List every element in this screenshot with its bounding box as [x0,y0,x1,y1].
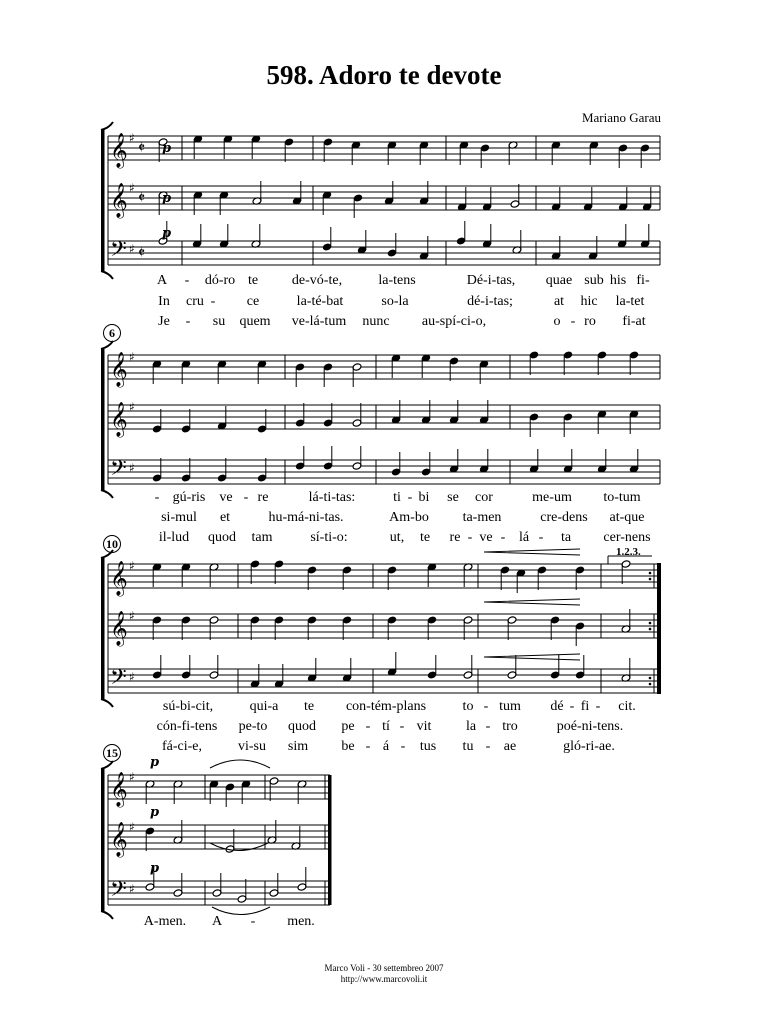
lyric-syllable: at-que [609,510,645,525]
lyric-syllable: A [156,273,168,288]
key-signature-sharp-icon: ♯ [129,181,135,195]
lyric-syllable: cit. [618,699,636,714]
system-bracket [101,769,105,911]
lyric-syllable: fi-at [622,314,646,329]
lyric-syllable: fi- [636,273,650,288]
lyric-syllable: cón-fi-tens [156,719,218,734]
lyric-syllable: il-lud [158,530,190,545]
lyric-syllable: ti [393,490,401,505]
lyric-syllable: sí-ti-o: [310,530,348,545]
lyric-syllable: re [257,490,269,505]
lyric-syllable: ve [219,490,233,505]
key-signature-sharp-icon: ♯ [129,350,135,364]
volta-label: 1.2.3. [616,546,641,558]
lyric-syllable: men. [287,914,315,929]
lyric-syllable: á [382,739,390,754]
lyric-syllable: to [462,699,474,714]
lyrics-line [0,490,768,506]
lyric-syllable: ae [503,739,517,754]
lyric-syllable: be [341,739,355,754]
lyric-syllable: dó-ro [204,273,236,288]
lyric-syllable: gló-ri-ae. [563,739,615,754]
measure-number: 6 [103,324,121,342]
lyric-syllable: sú-bi-cit, [162,699,214,714]
dynamic-marking: p [150,805,160,820]
treble-clef-icon: 𝄞 [110,772,128,807]
lyric-syllable: pe-to [238,719,268,734]
lyric-syllable: tam [251,530,273,545]
treble-clef-icon: 𝄞 [110,561,128,596]
dynamic-marking: p [150,861,160,876]
lyric-syllable: et [219,510,231,525]
lyric-syllable: de-vó-te, [291,273,343,288]
lyric-syllable: - [365,739,371,754]
lyric-syllable: - [569,699,575,714]
lyric-syllable: ve-lá-tum [291,314,347,329]
key-signature-sharp-icon: ♯ [129,131,135,145]
lyric-syllable: - [399,719,405,734]
lyric-syllable: A [211,914,223,929]
lyric-syllable: hu-má-ni-tas. [268,510,344,525]
lyric-syllable: quem [239,314,271,329]
lyric-syllable: su [212,314,226,329]
lyric-syllable: cru [186,294,204,309]
key-signature-sharp-icon: ♯ [129,670,135,684]
lyric-syllable: tu [462,739,474,754]
repeat-dot [649,677,652,680]
measure-number: 10 [103,535,121,553]
lyric-syllable: re [449,530,461,545]
lyric-syllable: quod [208,530,236,545]
lyric-syllable: tí [382,719,390,734]
treble-clef-icon: 𝄞 [110,183,128,218]
lyric-syllable: - [500,530,506,545]
repeat-dot [649,572,652,575]
bass-clef-icon: 𝄢 [110,456,127,486]
treble-clef-icon: 𝄞 [110,822,128,857]
lyric-syllable: bi [418,490,430,505]
lyric-syllable: fi [580,699,590,714]
lyric-syllable: fá-ci-e, [161,739,203,754]
key-signature-sharp-icon: ♯ [129,882,135,896]
lyric-syllable: lá [518,530,530,545]
cut-time-icon: 𝄵 [138,243,146,262]
lyric-syllable: Je [158,314,170,329]
lyric-syllable: ve [479,530,493,545]
system-bracket [101,349,105,490]
footer-url: http://www.marcovoli.it [340,974,428,984]
system-bracket [101,558,105,699]
lyric-syllable: me-um [532,490,572,505]
lyrics-line [0,314,768,330]
crescendo-hairpin [484,654,580,660]
lyric-syllable: - [243,490,249,505]
bracket-hook [101,761,113,769]
treble-clef-icon: 𝄞 [110,402,128,437]
lyric-syllable: at [553,294,565,309]
lyric-syllable: his [609,273,627,288]
lyric-syllable: la-té-bat [296,294,344,309]
lyrics-line [0,914,768,930]
system-bracket [101,130,105,271]
bracket-hook [101,341,113,349]
dynamic-marking: p [150,755,160,770]
lyric-syllable: te [419,530,431,545]
dynamic-marking: p [162,141,172,156]
repeat-dot [649,578,652,581]
lyric-syllable: au-spí-ci-o, [421,314,487,329]
lyric-syllable: - [483,699,489,714]
lyric-syllable: to-tum [603,490,641,505]
lyric-syllable: tus [419,739,437,754]
key-signature-sharp-icon: ♯ [129,820,135,834]
lyric-syllable: - [365,719,371,734]
page-title: 598. Adoro te devote [266,60,502,90]
lyric-syllable: Dé-i-tas, [466,273,516,288]
lyric-syllable: - [407,490,413,505]
lyric-syllable: te [303,699,315,714]
lyric-syllable: - [570,314,576,329]
lyrics-line [0,273,768,289]
lyric-syllable: - [400,739,406,754]
lyric-syllable: sim [287,739,309,754]
lyric-syllable: In [158,294,170,309]
slur [210,760,270,768]
lyric-syllable: Am-bo [389,510,429,525]
final-bar [328,775,332,905]
dynamic-marking: p [162,226,172,241]
treble-clef-icon: 𝄞 [110,611,128,646]
key-signature-sharp-icon: ♯ [129,559,135,573]
lyric-syllable: cre-dens [540,510,588,525]
key-signature-sharp-icon: ♯ [129,609,135,623]
lyric-syllable: o [553,314,561,329]
cut-time-icon: 𝄵 [138,138,146,157]
lyric-syllable: quae [545,273,573,288]
lyric-syllable: nunc [362,314,390,329]
key-signature-sharp-icon: ♯ [129,461,135,475]
key-signature-sharp-icon: ♯ [129,400,135,414]
lyrics-line [0,294,768,310]
lyric-syllable: gú-ris [172,490,206,505]
bass-clef-icon: 𝄢 [110,665,127,695]
key-signature-sharp-icon: ♯ [129,242,135,256]
lyric-syllable: ce [246,294,260,309]
lyric-syllable: con-tém-plans [345,699,427,714]
lyric-syllable: la-tet [615,294,645,309]
lyric-syllable: ta-men [462,510,502,525]
final-bar [657,563,661,694]
lyrics-line [0,510,768,526]
lyric-syllable: sub [584,273,604,288]
repeat-dot [649,683,652,686]
lyric-syllable: dé-i-tas; [467,294,513,309]
lyric-syllable: lá-ti-tas: [308,490,356,505]
lyric-syllable: - [185,314,191,329]
lyric-syllable: dé [550,699,564,714]
crescendo-hairpin [484,599,580,605]
lyric-syllable: - [184,273,190,288]
bass-clef-icon: 𝄢 [110,877,127,907]
footer-credit: Marco Voli - 30 settembreo 2007 [324,963,444,973]
lyric-syllable: - [485,719,491,734]
lyrics-line [0,530,768,546]
lyric-syllable: si-mul [161,510,197,525]
lyric-syllable: tum [499,699,521,714]
lyric-syllable: te [247,273,259,288]
key-signature-sharp-icon: ♯ [129,770,135,784]
lyrics-line [0,699,768,715]
lyric-syllable: - [210,294,216,309]
lyric-syllable: cer-nens [603,530,651,545]
lyric-syllable: ro [584,314,596,329]
lyric-syllable: pe [341,719,355,734]
lyric-syllable: poé-ni-tens. [556,719,624,734]
lyric-syllable: - [595,699,601,714]
crescendo-hairpin [484,549,580,555]
bracket-hook [101,122,113,130]
lyric-syllable: - [250,914,256,929]
lyric-syllable: vi-su [238,739,266,754]
lyrics-line [0,739,768,755]
repeat-dot [649,622,652,625]
lyric-syllable: - [467,530,473,545]
treble-clef-icon: 𝄞 [110,352,128,387]
lyric-syllable: - [485,739,491,754]
lyric-syllable: ta [560,530,572,545]
lyric-syllable: A-men. [143,914,187,929]
lyric-syllable: hic [580,294,598,309]
bass-clef-icon: 𝄢 [110,237,127,267]
lyric-syllable: - [154,490,160,505]
lyric-syllable: cor [475,490,493,505]
bracket-hook [101,550,113,558]
lyric-syllable: ut, [389,530,405,545]
repeat-dot [649,628,652,631]
lyric-syllable: quod [288,719,316,734]
cut-time-icon: 𝄵 [138,188,146,207]
lyrics-line [0,719,768,735]
lyric-syllable: - [538,530,544,545]
treble-clef-icon: 𝄞 [110,133,128,168]
composer-credit: Mariano Garau [581,110,661,125]
lyric-syllable: la [465,719,477,734]
lyric-syllable: vit [416,719,432,734]
lyric-syllable: so-la [381,294,409,309]
measure-number: 15 [103,744,121,762]
dynamic-marking: p [162,191,172,206]
lyric-syllable: la-tens [378,273,416,288]
lyric-syllable: qui-a [249,699,279,714]
lyric-syllable: se [447,490,459,505]
lyric-syllable: tro [502,719,518,734]
